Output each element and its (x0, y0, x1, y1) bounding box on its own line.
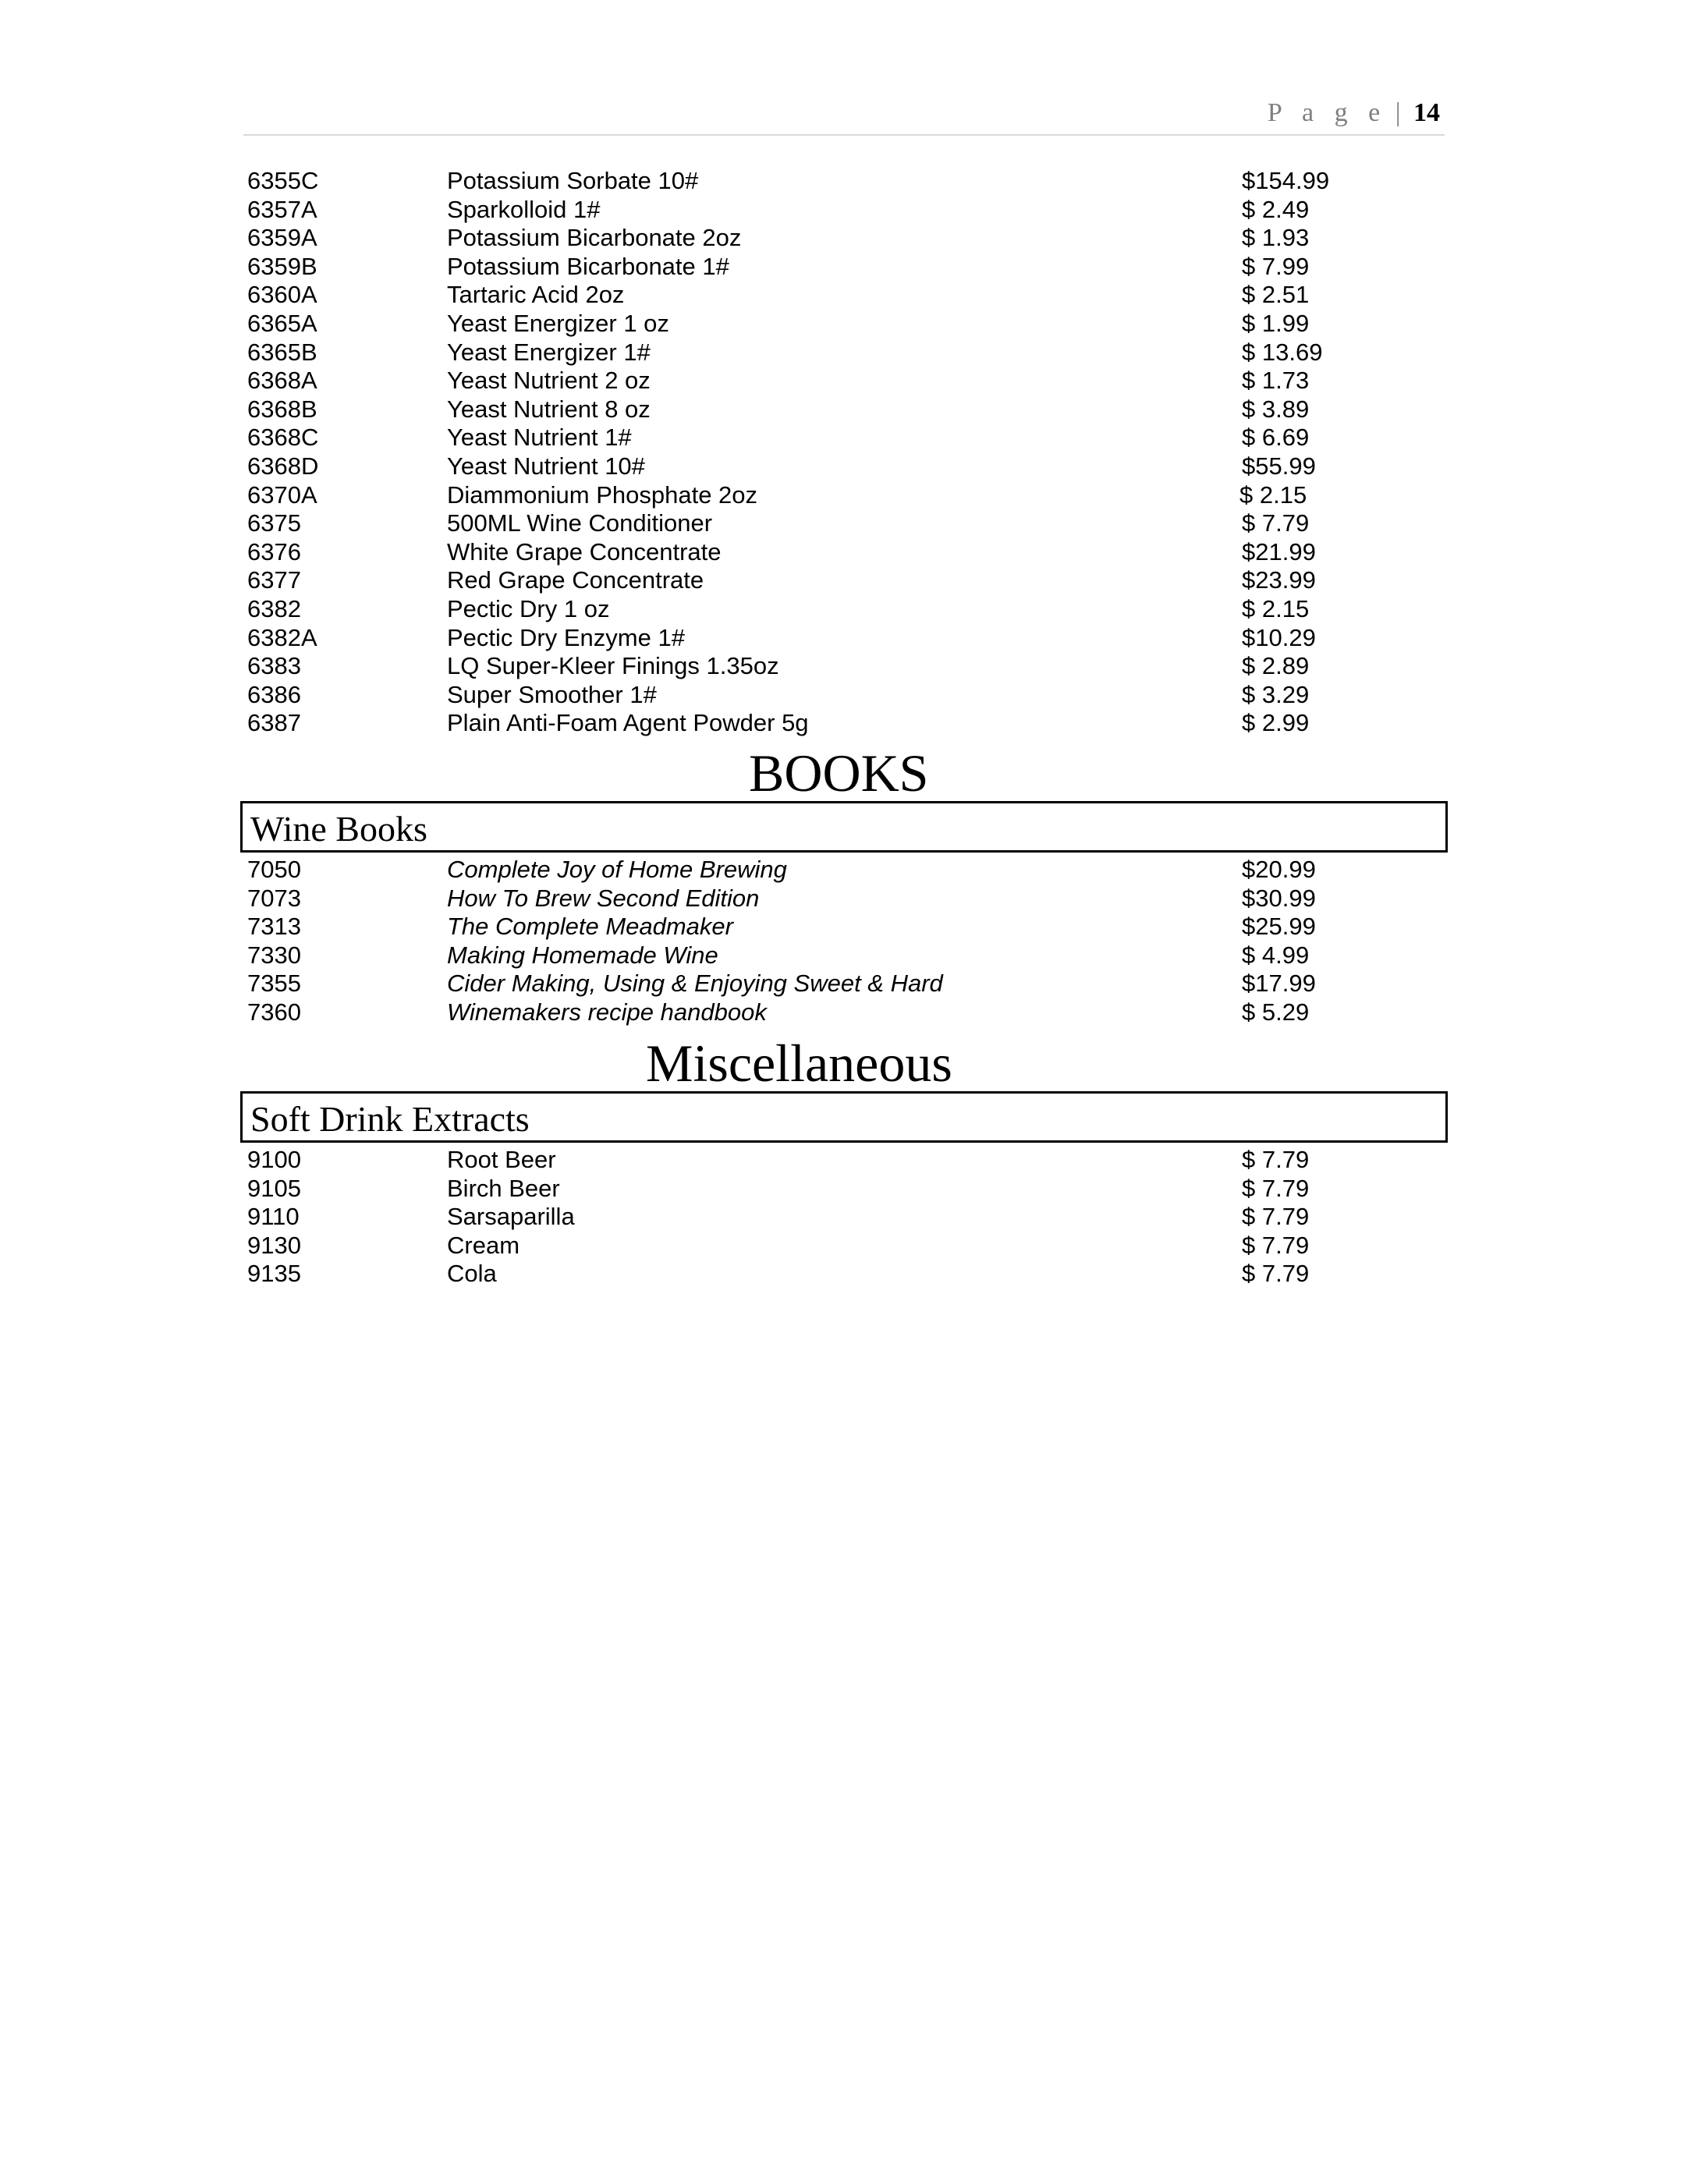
list-item (247, 367, 1449, 395)
item-code: 6359B (247, 252, 317, 280)
item-price: $ 7.79 (1242, 1260, 1310, 1288)
item-price: $25.99 (1242, 913, 1316, 941)
item-description: Winemakers recipe handbook (447, 998, 767, 1026)
item-description: Super Smoother 1# (447, 680, 657, 708)
list-item (247, 253, 1449, 282)
list-item (247, 624, 1449, 653)
list-item (247, 281, 1449, 310)
list-item (247, 709, 1449, 738)
misc-section-title: Miscellaneous (646, 1034, 952, 1093)
item-price: $ 2.89 (1242, 652, 1310, 680)
item-code: 6355C (247, 167, 319, 194)
item-price: $ 5.29 (1242, 998, 1310, 1026)
item-description: Yeast Nutrient 2 oz (447, 367, 651, 395)
item-price: $ 3.29 (1242, 680, 1310, 708)
item-price: $20.99 (1242, 856, 1316, 883)
list-item (247, 509, 1449, 538)
item-description: Cola (447, 1260, 497, 1288)
item-code: 7360 (247, 998, 301, 1026)
item-code: 7313 (247, 913, 301, 941)
list-item (247, 970, 1449, 998)
item-description: Root Beer (447, 1146, 556, 1173)
item-code: 6386 (247, 680, 301, 708)
list-item (247, 998, 1449, 1027)
wine-books-category-box (240, 801, 1448, 853)
item-description: 500ML Wine Conditioner (447, 509, 713, 537)
item-code: 6387 (247, 709, 301, 737)
item-description: Birch Beer (447, 1174, 560, 1202)
item-code: 6360A (247, 281, 317, 309)
item-description: Pectic Dry 1 oz (447, 594, 610, 622)
list-item (247, 452, 1449, 481)
additives-list (247, 167, 1449, 738)
list-item (247, 941, 1449, 970)
item-code: 9135 (247, 1260, 301, 1288)
books-section-title: BOOKS (749, 743, 929, 803)
item-code: 6382A (247, 623, 317, 651)
item-code: 6377 (247, 566, 301, 594)
item-description: Making Homemade Wine (447, 941, 718, 969)
list-item (247, 856, 1449, 885)
item-price: $ 7.99 (1242, 252, 1310, 280)
item-description: Potassium Bicarbonate 1# (447, 252, 729, 280)
item-description: How To Brew Second Edition (447, 884, 760, 912)
page-header (243, 94, 1445, 136)
item-price: $ 1.93 (1242, 224, 1310, 252)
item-code: 7050 (247, 856, 301, 883)
item-description: Sarsaparilla (447, 1203, 575, 1231)
category-title: Wine Books (250, 809, 427, 849)
item-description: Yeast Nutrient 10# (447, 452, 645, 480)
item-price: $ 7.79 (1242, 1203, 1310, 1231)
item-code: 6365A (247, 309, 317, 337)
list-item (247, 885, 1449, 913)
item-description: The Complete Meadmaker (447, 913, 733, 941)
item-code: 6382 (247, 594, 301, 622)
list-item (247, 913, 1449, 941)
item-code: 6365B (247, 338, 317, 366)
item-price: $ 1.73 (1242, 367, 1310, 395)
item-description: Red Grape Concentrate (447, 566, 704, 594)
item-code: 7073 (247, 884, 301, 912)
item-price: $ 2.49 (1242, 195, 1310, 223)
list-item (247, 224, 1449, 253)
item-price: $21.99 (1242, 537, 1316, 566)
item-price: $ 4.99 (1242, 941, 1310, 969)
item-price: $17.99 (1242, 970, 1316, 998)
item-price: $ 2.15 (1242, 594, 1310, 622)
item-code: 7330 (247, 941, 301, 969)
page-number (1268, 98, 1440, 128)
category-title: Soft Drink Extracts (250, 1099, 530, 1139)
item-price: $10.29 (1242, 623, 1316, 651)
item-price: $ 2.15 (1239, 480, 1307, 509)
item-description: Yeast Nutrient 1# (447, 424, 632, 452)
item-description: Plain Anti-Foam Agent Powder 5g (447, 709, 809, 737)
item-description: Cream (447, 1231, 520, 1259)
list-item (247, 1232, 1449, 1260)
item-code: 9105 (247, 1174, 301, 1202)
item-description: Pectic Dry Enzyme 1# (447, 623, 685, 651)
list-item (247, 310, 1449, 339)
item-code: 6375 (247, 509, 301, 537)
item-code: 6370A (247, 480, 317, 509)
item-price: $23.99 (1242, 566, 1316, 594)
item-price: $ 7.79 (1242, 1174, 1310, 1202)
list-item (247, 1203, 1449, 1232)
item-code: 6357A (247, 195, 317, 223)
list-item (247, 1146, 1449, 1175)
item-code: 6383 (247, 652, 301, 680)
item-price: $ 7.79 (1242, 509, 1310, 537)
page-separator: | (1395, 98, 1401, 127)
item-price: $ 2.99 (1242, 709, 1310, 737)
item-price: $154.99 (1242, 167, 1330, 194)
list-item (247, 652, 1449, 681)
list-item (247, 566, 1449, 595)
item-description: Potassium Sorbate 10# (447, 167, 699, 194)
item-price: $ 6.69 (1242, 424, 1310, 452)
item-description: Sparkolloid 1# (447, 195, 601, 223)
soft-drink-category-box (240, 1091, 1448, 1143)
list-item (247, 167, 1449, 196)
list-item (247, 481, 1449, 510)
list-item (247, 339, 1449, 367)
item-price: $ 1.99 (1242, 309, 1310, 337)
item-price: $ 7.79 (1242, 1146, 1310, 1173)
page-label: P a g e (1267, 98, 1388, 127)
item-code: 6368C (247, 424, 319, 452)
item-price: $ 7.79 (1242, 1231, 1310, 1259)
item-description: Complete Joy of Home Brewing (447, 856, 787, 883)
item-description: Tartaric Acid 2oz (447, 281, 625, 309)
item-code: 6359A (247, 224, 317, 252)
list-item (247, 1260, 1449, 1289)
item-price: $30.99 (1242, 884, 1316, 912)
item-description: Diammonium Phosphate 2oz (447, 480, 758, 509)
item-price: $ 13.69 (1242, 338, 1323, 366)
books-list (247, 856, 1449, 1027)
item-price: $55.99 (1242, 452, 1316, 480)
list-item (247, 595, 1449, 624)
item-description: Cider Making, Using & Enjoying Sweet & Hard (447, 970, 943, 998)
list-item (247, 424, 1449, 452)
page-number-value: 14 (1413, 98, 1440, 127)
item-description: Potassium Bicarbonate 2oz (447, 224, 742, 252)
item-code: 6368D (247, 452, 319, 480)
item-description: LQ Super-Kleer Finings 1.35oz (447, 652, 779, 680)
item-code: 6376 (247, 537, 301, 566)
soft-drink-list (247, 1146, 1449, 1289)
item-code: 6368A (247, 367, 317, 395)
item-price: $ 2.51 (1242, 281, 1310, 309)
item-code: 9100 (247, 1146, 301, 1173)
item-code: 6368B (247, 395, 317, 423)
list-item (247, 538, 1449, 567)
list-item (247, 395, 1449, 424)
item-description: Yeast Nutrient 8 oz (447, 395, 651, 423)
list-item (247, 681, 1449, 710)
item-description: Yeast Energizer 1# (447, 338, 651, 366)
item-code: 9110 (247, 1203, 300, 1231)
list-item (247, 1175, 1449, 1204)
item-price: $ 3.89 (1242, 395, 1310, 423)
item-code: 7355 (247, 970, 301, 998)
item-description: Yeast Energizer 1 oz (447, 309, 669, 337)
list-item (247, 196, 1449, 225)
item-description: White Grape Concentrate (447, 537, 722, 566)
item-code: 9130 (247, 1231, 301, 1259)
